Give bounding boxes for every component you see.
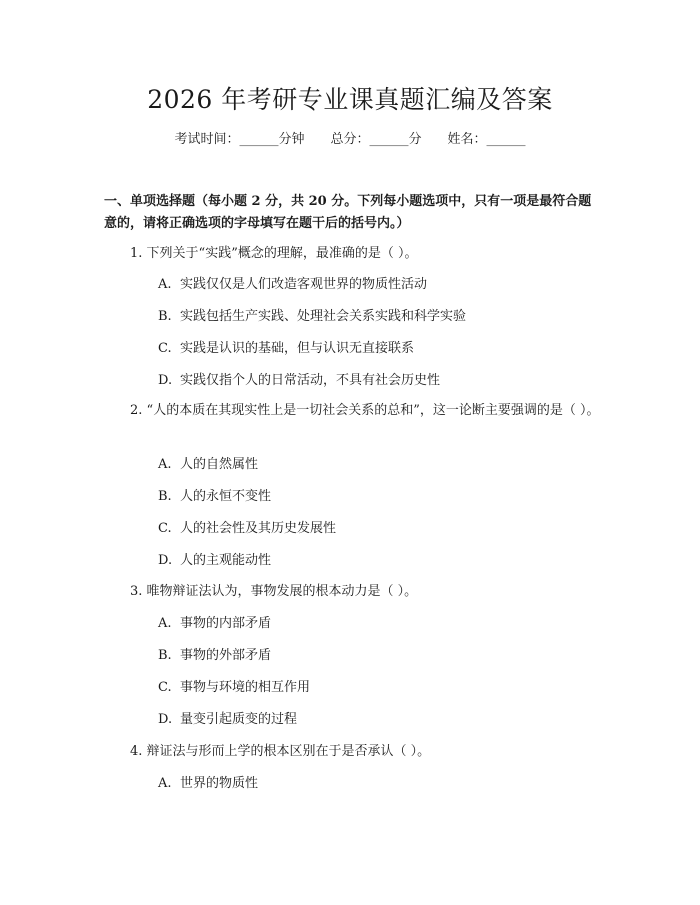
option-text: 实践是认识的基础，但与认识无直接联系 [180,341,415,356]
exam-time-field: 考试时间：______分钟 [174,132,305,147]
option-item [158,454,598,476]
option-letter: C. [158,680,172,695]
section-heading: 一、单项选择题（每小题 2 分，共 20 分。下列每小题选项中，只有一项是最符合题意的，请将正确选项的字母填写在题干后的括号内。） [104,194,592,231]
option-letter: C. [158,341,172,356]
exam-info-line [0,130,700,150]
option-text: 人的永恒不变性 [180,489,272,504]
option-item [158,550,598,572]
option-item [158,645,598,667]
question-stem: 唯物辩证法认为，事物发展的根本动力是（ ）。 [146,584,418,599]
option-item [158,306,598,328]
option-text: 事物的外部矛盾 [180,648,272,663]
option-letter: D. [158,712,173,727]
option-item [158,677,598,699]
option-item [158,274,598,296]
question-number: 2. [130,403,143,418]
option-letter: D. [158,373,173,388]
question-number: 1. [130,246,143,261]
option-text: 人的自然属性 [180,457,259,472]
page-title: 2026 年考研专业课真题汇编及答案 [147,85,553,114]
question-3 [104,581,600,603]
question-number: 4. [130,744,143,759]
option-item [158,338,598,360]
option-item [158,773,598,795]
option-text: 实践包括生产实践、处理社会关系实践和科学实验 [180,309,467,324]
question-stem: 下列关于“实践”概念的理解，最准确的是（ ）。 [146,246,418,261]
option-item [158,486,598,508]
option-text: 实践仅指个人的日常活动，不具有社会历史性 [180,373,441,388]
option-item [158,709,598,731]
option-letter: B. [158,489,172,504]
total-score-field: 总分：______分 [330,132,422,147]
question-number: 3. [130,584,143,599]
option-text: 人的主观能动性 [180,553,272,568]
option-item [158,518,598,540]
option-item [158,370,598,392]
name-field: 姓名：______ [447,132,526,147]
option-text: 实践仅仅是人们改造客观世界的物质性活动 [180,277,428,292]
option-letter: B. [158,648,172,663]
question-4 [104,741,600,763]
option-letter: A. [158,616,172,631]
option-letter: D. [158,553,173,568]
question-1 [104,243,600,265]
option-item [158,613,598,635]
option-letter: A. [158,277,172,292]
option-text: 人的社会性及其历史发展性 [180,521,337,536]
option-letter: A. [158,776,172,791]
option-text: 事物的内部矛盾 [180,616,272,631]
option-letter: C. [158,521,172,536]
question-stem: 辩证法与形而上学的根本区别在于是否承认（ ）。 [146,744,431,759]
question-2 [104,400,600,422]
option-text: 量变引起质变的过程 [180,712,298,727]
option-text: 事物与环境的相互作用 [180,680,311,695]
option-text: 世界的物质性 [180,776,259,791]
question-stem: “人的本质在其现实性上是一切社会关系的总和”，这一论断主要强调的是（ ）。 [146,403,600,418]
option-letter: B. [158,309,172,324]
option-letter: A. [158,457,172,472]
